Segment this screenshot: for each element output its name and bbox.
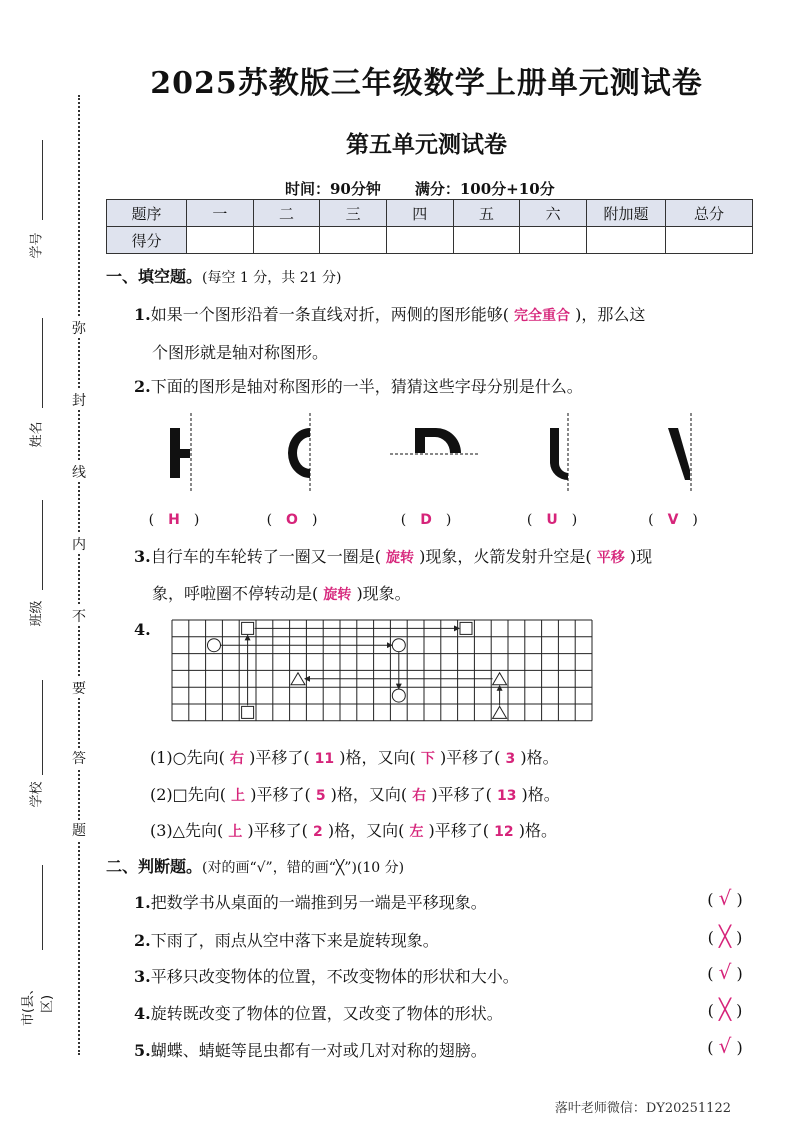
circle-shape	[392, 639, 405, 652]
q3-text: 象，呼啦圈不停转动是(	[152, 584, 319, 603]
judge-answer-slot[interactable]: ( ╳ )	[707, 997, 743, 1021]
square-shape	[242, 706, 254, 718]
triangle-shape	[493, 706, 507, 718]
section1-title	[106, 264, 341, 287]
section2-heading: 二、判断题。	[106, 857, 203, 876]
half-letter-v	[668, 413, 691, 493]
score-cell[interactable]	[187, 227, 254, 254]
q4-count-answer: 2	[313, 824, 323, 840]
judge-item	[134, 1038, 487, 1061]
judge-text: 平移只改变物体的位置，不改变物体的形状和大小。	[150, 967, 519, 986]
district-label: 市(县、区)	[21, 981, 55, 1027]
q4-text: )平移了(	[428, 821, 490, 840]
cross-mark-icon: ╳	[718, 997, 732, 1021]
header-cell: 三	[320, 200, 387, 227]
q4-text: )格，又向(	[327, 821, 405, 840]
circle-shape	[208, 639, 221, 652]
q4-row-3	[150, 818, 557, 841]
section2-note: (对的画“√”，错的画“╳”)(10 分)	[202, 860, 405, 876]
q2-answer: H	[168, 512, 180, 528]
header-cell: 二	[253, 200, 320, 227]
section1-heading: 一、填空题。	[106, 267, 203, 286]
school-label: 学校	[29, 781, 45, 808]
q4-text: 先向(	[184, 821, 224, 840]
score-cell[interactable]	[453, 227, 520, 254]
q2-answer: V	[667, 512, 679, 528]
judge-item	[134, 964, 519, 987]
time-info: 时间：90分钟	[285, 180, 381, 198]
half-letter-u	[550, 413, 568, 493]
check-mark-icon: √	[718, 1034, 732, 1058]
judge-number: 2.	[134, 931, 151, 950]
q4-count-answer: 5	[315, 788, 326, 804]
square-icon: □	[172, 785, 188, 804]
q2-text: 下面的图形是轴对称图形的一半，猜猜这些字母分别是什么。	[150, 377, 583, 396]
q3-answer-3: 旋转	[323, 587, 352, 603]
q4-direction-answer: 下	[420, 751, 435, 767]
name-label: 姓名	[29, 421, 45, 448]
q4-direction-answer: 上	[228, 824, 243, 840]
page-title: 2025苏教版三年级数学上册单元测试卷	[150, 66, 703, 101]
judge-number: 3.	[134, 967, 151, 986]
score-table	[106, 199, 753, 254]
footer-contact: 落叶老师微信：DY20251122	[554, 1101, 731, 1116]
q4-text: )格。	[518, 821, 557, 840]
check-mark-icon: √	[718, 886, 732, 910]
letter-halves-figure	[150, 408, 750, 503]
q3-line2	[152, 581, 411, 604]
q1-number: 1.	[134, 305, 151, 324]
q2-answer-slot: ( H )	[148, 512, 200, 528]
q2-answer-slot: ( U )	[526, 512, 578, 528]
square-shape	[242, 622, 254, 634]
q4-direction-answer: 上	[231, 788, 246, 804]
circle-shape	[392, 689, 405, 702]
score-cell[interactable]	[666, 227, 753, 254]
seal-char: 弥	[70, 318, 88, 338]
triangle-shape	[493, 673, 507, 685]
judge-answer-slot[interactable]: ( ╳ )	[707, 924, 743, 948]
header-cell: 题序	[107, 200, 187, 227]
q2-answer: U	[546, 512, 558, 528]
full-score-info: 满分：100分+10分	[414, 180, 555, 198]
half-letter-h	[170, 413, 191, 493]
judge-number: 1.	[134, 893, 151, 912]
q4-text: )格，又向(	[330, 785, 408, 804]
seal-char: 题	[70, 820, 88, 840]
header-cell: 六	[520, 200, 587, 227]
class-line[interactable]	[42, 500, 43, 590]
q4-number	[134, 620, 151, 639]
q4-row-index: (1)	[150, 748, 173, 767]
q3-answer-2: 平移	[596, 550, 625, 566]
q4-text: )格，又向(	[339, 748, 416, 767]
binding-dotted-line	[78, 95, 80, 1055]
q2-number: 2.	[134, 377, 151, 396]
seal-char: 不	[70, 606, 88, 626]
judge-item	[134, 890, 487, 913]
judge-text: 蝴蝶、蜻蜓等昆虫都有一对或几对对称的翅膀。	[150, 1041, 487, 1060]
q4-text: 先向(	[187, 785, 227, 804]
seal-char: 封	[70, 390, 88, 410]
q4-row-index: (2)	[150, 785, 173, 804]
q1-line2: 个图形就是轴对称图形。	[152, 343, 329, 362]
square-shape	[460, 622, 472, 634]
header-cell: 一	[187, 200, 254, 227]
header-cell: 五	[453, 200, 520, 227]
question-1	[134, 302, 645, 325]
cross-mark-icon: ╳	[718, 924, 732, 948]
section1-note: (每空 1 分，共 21 分)	[202, 270, 342, 286]
seal-char: 要	[70, 678, 88, 698]
judge-answer-slot[interactable]: ( √ )	[707, 886, 743, 910]
q4-count-answer: 3	[505, 751, 516, 767]
seal-char: 线	[70, 462, 88, 482]
q4-text: )格。	[520, 748, 559, 767]
q4-text: 先向(	[186, 748, 225, 767]
seal-char: 内	[70, 534, 88, 554]
judge-text: 把数学书从桌面的一端推到另一端是平移现象。	[150, 893, 487, 912]
q4-text: )平移了(	[247, 821, 308, 840]
score-cell[interactable]	[320, 227, 387, 254]
judge-text: 下雨了，雨点从空中落下来是旋转现象。	[150, 931, 439, 950]
q4-count-answer: 13	[496, 788, 517, 804]
judge-number: 4.	[134, 1004, 151, 1023]
score-cell[interactable]	[587, 227, 666, 254]
q4-text: )平移了(	[431, 785, 492, 804]
q3-text: )现象，火箭发射升空是(	[419, 547, 592, 566]
q4-text: )平移了(	[250, 785, 311, 804]
student-id-label: 学号	[29, 232, 45, 259]
q3-number: 3.	[134, 547, 151, 566]
q4-row-1	[150, 745, 559, 768]
class-label: 班级	[29, 600, 45, 627]
score-cell[interactable]	[520, 227, 587, 254]
q4-row-index: (3)	[150, 821, 173, 840]
judge-text: 旋转既改变了物体的位置，又改变了物体的形状。	[150, 1004, 503, 1023]
check-mark-icon: √	[718, 960, 732, 984]
q1-answer: 完全重合	[514, 308, 571, 324]
page-subtitle: 第五单元测试卷	[346, 131, 507, 158]
q2-answer: O	[286, 512, 298, 528]
q4-text: )平移了(	[439, 748, 501, 767]
circle-icon: ○	[172, 748, 187, 767]
q1-text-post: )，那么这	[575, 305, 646, 324]
district-line[interactable]	[42, 865, 43, 950]
section2-title	[106, 854, 404, 877]
score-table-header	[107, 200, 753, 227]
q3-text: )现象。	[356, 584, 411, 603]
header-cell: 附加题	[587, 200, 666, 227]
q4-row-2	[150, 782, 560, 805]
triangle-icon: △	[172, 821, 185, 840]
q3-text: )现	[629, 547, 653, 566]
q4-text: )格。	[521, 785, 560, 804]
q4-text: )平移了(	[249, 748, 310, 767]
q4-direction-answer: 右	[412, 788, 427, 804]
score-cell[interactable]	[386, 227, 453, 254]
q4-count-answer: 11	[314, 751, 335, 767]
translation-grid-figure	[170, 618, 600, 724]
q3-text: 自行车的车轮转了一圈又一圈是(	[150, 547, 381, 566]
seal-char: 答	[70, 748, 88, 768]
judge-answer-slot[interactable]: ( √ )	[707, 1034, 743, 1058]
name-line[interactable]	[42, 318, 43, 408]
q3-answer-1: 旋转	[386, 550, 415, 566]
triangle-shape	[291, 673, 305, 685]
question-3	[134, 544, 652, 567]
q1-text-pre: 如果一个图形沿着一条直线对折，两侧的图形能够(	[150, 305, 509, 324]
half-letter-o	[288, 413, 310, 493]
q2-answer: D	[420, 512, 432, 528]
exam-info	[285, 178, 589, 199]
row-label: 得分	[107, 227, 187, 254]
q2-answer-slot: ( D )	[400, 512, 452, 528]
q2-answer-slot: ( V )	[648, 512, 698, 528]
q4-direction-answer: 左	[409, 824, 424, 840]
judge-item	[134, 928, 439, 951]
question-2	[134, 374, 583, 397]
score-cell[interactable]	[253, 227, 320, 254]
q4-count-answer: 12	[494, 824, 514, 840]
q4-number-text: 4.	[134, 620, 151, 639]
q2-answer-slot: ( O )	[266, 512, 318, 528]
school-line[interactable]	[42, 680, 43, 775]
judge-number: 5.	[134, 1041, 151, 1060]
q4-direction-answer: 右	[229, 751, 244, 767]
judge-answer-slot[interactable]: ( √ )	[707, 960, 743, 984]
score-table-row	[107, 227, 753, 254]
half-letter-d	[390, 428, 480, 454]
judge-item	[134, 1001, 503, 1024]
header-cell: 四	[386, 200, 453, 227]
header-cell: 总分	[666, 200, 753, 227]
